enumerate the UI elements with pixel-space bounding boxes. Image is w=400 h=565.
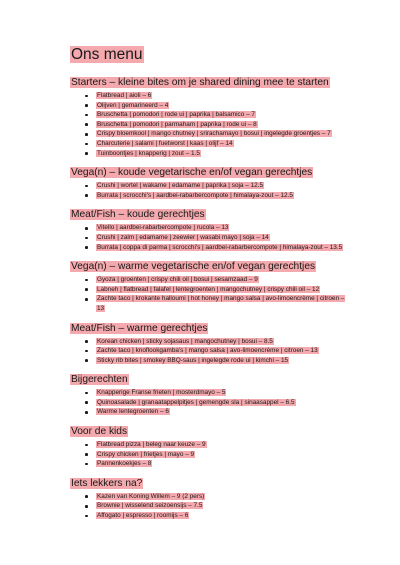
section-heading [70, 426, 350, 438]
menu-item-text: Crispy chicken | frietjes | mayo – 9 [97, 450, 195, 458]
bullet-icon [85, 463, 88, 466]
menu-item [82, 149, 350, 159]
menu-item-list [70, 275, 350, 313]
menu-item-text: Knapperige Franse frieten | mosterdmayo – 5 [97, 389, 226, 397]
menu-item-list [70, 337, 350, 366]
menu-item [82, 440, 350, 450]
section-heading-text: Iets lekkers na? [71, 477, 143, 489]
menu-item [82, 275, 350, 285]
bullet-icon [85, 359, 88, 362]
menu-item [82, 243, 350, 253]
menu-item [82, 110, 350, 120]
section-heading-text: Vega(n) – koude vegetarische en/of vegan gerechtjes [71, 167, 313, 179]
menu-item-text: Kazen van Koning Willem – 9 (2 pers) [97, 492, 205, 500]
bullet-icon [85, 411, 88, 414]
menu-item [82, 356, 350, 366]
bullet-icon [85, 505, 88, 508]
bullet-icon [85, 340, 88, 343]
page-title-text: Ons menu [71, 46, 143, 63]
page-title [70, 46, 350, 64]
section-heading [70, 77, 350, 89]
bullet-icon [85, 194, 88, 197]
bullet-icon [85, 298, 88, 301]
bullet-icon [85, 185, 88, 188]
bullet-icon [85, 133, 88, 136]
menu-section [70, 374, 350, 417]
menu-item-text: Crushi | zalm | edamame | zeewier | wasabi mayo | soja – 14 [97, 233, 269, 241]
menu-item-text: Bruschetta | pomodori | parmaham | paprika | rode ui – 8 [97, 120, 257, 128]
menu-item-text: Tuinboontjes | knapperig | zout – 1.5 [97, 149, 200, 157]
menu-section [70, 478, 350, 521]
menu-item-text: Flatbread | aioli – 6 [97, 92, 152, 99]
menu-item [82, 91, 350, 101]
section-heading-text: Vega(n) – warme vegetarische en/of vegan gerechtjes [71, 261, 316, 273]
section-heading-text: Bijgerechten [71, 374, 128, 386]
menu-item [82, 233, 350, 243]
bullet-icon [85, 401, 88, 404]
menu-item-text: Flatbread pizza | beleg naar keuze – 9 [97, 441, 206, 449]
menu-item [82, 139, 350, 149]
section-heading [70, 209, 350, 221]
menu-item-text: Crushi | wortel | wakame | edamame | paprika | soja – 12.5 [97, 182, 264, 190]
menu-item-text: Zachte taco | knoflookgamba's | mango salsa | avo-limoencrème | citroen – 13 [97, 347, 318, 355]
menu-item-text: Crispy bloemkool | mango chutney | srirachamayo | bosui | ingelegde groentjes – 7 [97, 130, 331, 138]
menu-item [82, 101, 350, 111]
bullet-icon [85, 288, 88, 291]
menu-item [82, 294, 350, 313]
bullet-icon [85, 237, 88, 240]
menu-item-list [70, 388, 350, 417]
menu-section [70, 77, 350, 158]
menu-item [82, 492, 350, 502]
menu-section [70, 261, 350, 313]
menu-item-text: Brownie | wisselend seizoensijs – 7.5 [97, 502, 203, 510]
menu-item-list [70, 91, 350, 158]
menu-item-text: Olijven | gemarineerd – 4 [97, 101, 169, 109]
menu-item [82, 120, 350, 130]
menu-item-text: Burrata | scrocchi's | aardbei-rabarbercompote | himalaya-zout – 12.5 [97, 191, 293, 199]
section-heading [70, 323, 350, 335]
bullet-icon [85, 444, 88, 447]
section-heading [70, 374, 350, 386]
bullet-icon [85, 495, 88, 498]
bullet-icon [85, 279, 88, 282]
bullet-icon [85, 152, 88, 155]
menu-item-text: Vitello | aardbei-rabarbercompote | rucola – 13 [97, 224, 229, 232]
menu-item [82, 398, 350, 408]
menu-item-text: Warme lentegroenten – 6 [97, 408, 169, 416]
menu-section [70, 167, 350, 200]
menu-item-list [70, 440, 350, 469]
menu-item-text: Bruschetta | pomodori | rode ui | paprika | balsamico – 7 [97, 111, 255, 119]
section-heading [70, 261, 350, 273]
menu-item [82, 191, 350, 201]
menu-item [82, 450, 350, 460]
bullet-icon [85, 95, 88, 98]
section-heading-text: Starters – kleine bites om je shared dining mee te starten [71, 77, 329, 88]
bullet-icon [85, 227, 88, 230]
bullet-icon [85, 123, 88, 126]
menu-item [82, 501, 350, 511]
bullet-icon [85, 114, 88, 117]
menu-item-text: Affogato | espresso | roomijs – 6 [97, 512, 189, 520]
menu-sections [70, 77, 350, 521]
menu-item [82, 129, 350, 139]
menu-item-list [70, 492, 350, 521]
menu-item [82, 511, 350, 521]
menu-item-list [70, 223, 350, 252]
menu-item-text: Burrata | coppa di parma | scrocchi's | aardbei-rabarbercompote | himalaya-zout – 13.5 [97, 243, 343, 251]
menu-section [70, 426, 350, 469]
menu-item-text: Pannenkoekjes – 8 [97, 460, 152, 468]
menu-item [82, 181, 350, 191]
section-heading-text: Voor de kids [71, 426, 128, 438]
menu-item [82, 346, 350, 356]
menu-item-text: Sticky rib bites | smokey BBQ-saus | ingelegde rode ui | kimchi – 15 [97, 356, 289, 364]
menu-item [82, 459, 350, 469]
menu-item-text: Korean chicken | sticky sojasaus | mangochutney | bosui – 8.5 [97, 337, 273, 345]
bullet-icon [85, 392, 88, 395]
section-heading-text: Meat/Fish – warme gerechtjes [71, 322, 208, 334]
menu-item [82, 223, 350, 233]
menu-item [82, 388, 350, 398]
menu-item [82, 285, 350, 295]
bullet-icon [85, 453, 88, 456]
menu-item-text: Zachte taco | krokante halloumi | hot honey | mango salsa | avo-limoencrème | citroen – 13 [97, 295, 345, 312]
bullet-icon [85, 350, 88, 353]
section-heading [70, 478, 350, 490]
menu-item-text: Gyoza | groenten | crispy chili oil | bosui | sesamzaad – 9 [97, 276, 258, 284]
bullet-icon [85, 246, 88, 249]
menu-item [82, 337, 350, 347]
menu-item-text: Charcuterie | salami | fuetworst | kaas | olijf – 14 [97, 139, 233, 147]
bullet-icon [85, 104, 88, 107]
menu-item-text: Labneh | flatbread | falafel | lentegroenten | mangochutney | crispy chili oil – 12 [97, 285, 320, 293]
menu-item [82, 407, 350, 417]
menu-section [70, 323, 350, 366]
menu-item-text: Quinoasalade | granaatappelpitjes | gemengde sla | sinaasappel – 6.5 [97, 398, 295, 406]
section-heading-text: Meat/Fish – koude gerechtjes [71, 209, 205, 221]
bullet-icon [85, 515, 88, 518]
bullet-icon [85, 143, 88, 146]
menu-section [70, 209, 350, 252]
menu-item-list [70, 181, 350, 200]
section-heading [70, 167, 350, 179]
